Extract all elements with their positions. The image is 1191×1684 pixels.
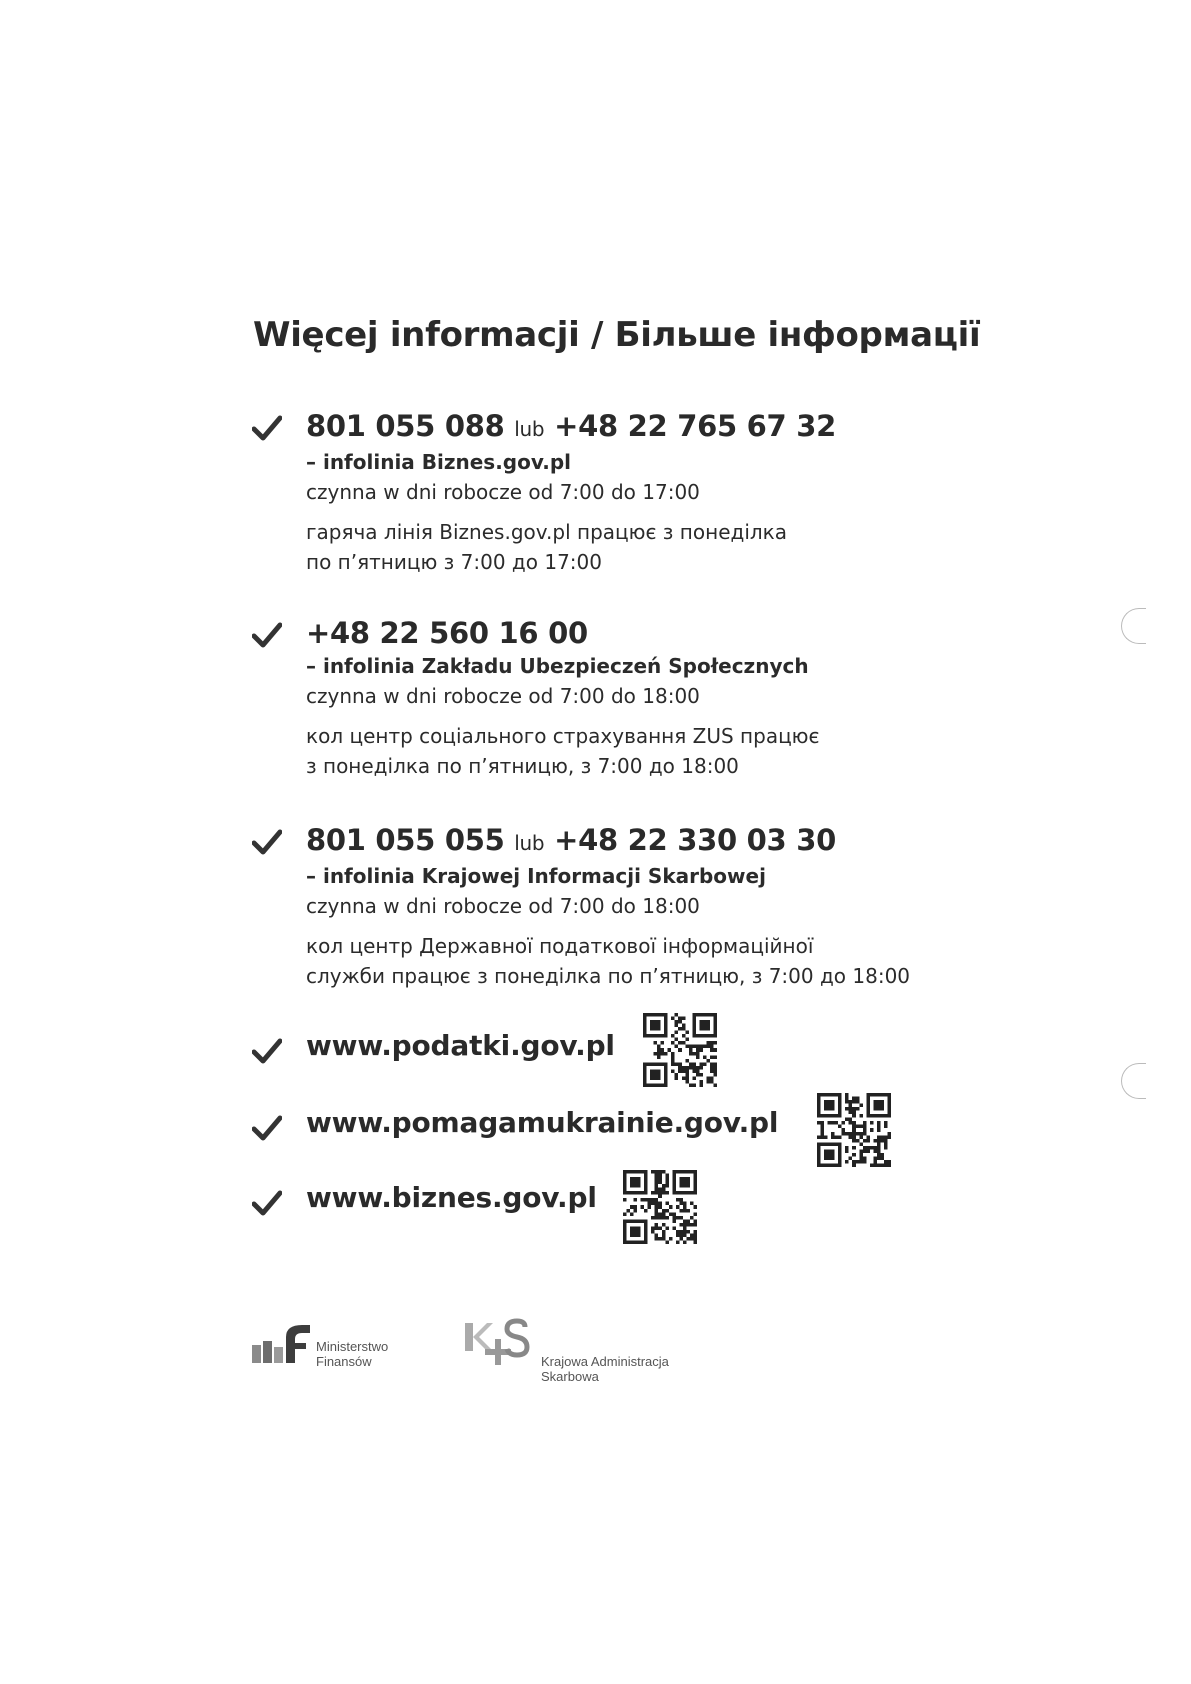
- hours-ua-line1: кол центр соціального страхування ZUS працює: [306, 724, 820, 748]
- qr-code-icon: [643, 1013, 717, 1087]
- hours-pl: czynna w dni robocze od 7:00 do 18:00: [306, 894, 700, 918]
- kas-logo-text: [541, 1354, 669, 1384]
- website-link-podatki[interactable]: www.podatki.gov.pl: [306, 1029, 615, 1062]
- mf-logo-text: [316, 1339, 388, 1369]
- phone-line: [306, 822, 1066, 861]
- phone-line: [306, 408, 1066, 447]
- hours-ua-line1: гаряча лінія Biznes.gov.pl працює з понеділка: [306, 520, 787, 544]
- hotline-name: – infolinia Krajowej Informacji Skarbowej: [306, 864, 766, 888]
- page-title: Więcej informacji / Більше інформації: [253, 315, 981, 355]
- checkmark-icon: [252, 1038, 282, 1064]
- checkmark-icon: [252, 415, 282, 441]
- hours-ua: [306, 517, 1066, 577]
- separator: lub: [514, 831, 545, 855]
- punch-hole: [1121, 608, 1146, 644]
- kas-logo-line2: Skarbowa: [541, 1369, 599, 1384]
- contact-zus: [306, 615, 1066, 781]
- hotline-name: – infolinia Zakładu Ubezpieczeń Społecznych: [306, 654, 809, 678]
- mf-logo-line2: Finansów: [316, 1354, 372, 1369]
- qr-code-icon: [623, 1170, 697, 1244]
- contact-biznes: [306, 408, 1066, 577]
- hours-ua-line2: служби працює з понеділка по п’ятницю, з 7:00 до 18:00: [306, 964, 911, 988]
- kas-logo-icon: [463, 1317, 531, 1371]
- ministry-of-finance-logo-icon: [252, 1323, 312, 1365]
- checkmark-icon: [252, 829, 282, 855]
- checkmark-icon: [252, 622, 282, 648]
- mf-logo-line1: Ministerstwo: [316, 1339, 389, 1354]
- checkmark-icon: [252, 1115, 282, 1141]
- phone-alt[interactable]: +48 22 330 03 30: [554, 823, 836, 857]
- phone-main[interactable]: +48 22 560 16 00: [306, 616, 588, 650]
- phone-line: [306, 615, 1066, 651]
- hours-pl: czynna w dni robocze od 7:00 do 17:00: [306, 480, 700, 504]
- punch-hole: [1121, 1063, 1146, 1099]
- qr-code-icon: [817, 1093, 891, 1167]
- website-link-biznes[interactable]: www.biznes.gov.pl: [306, 1181, 597, 1214]
- hours-ua-line1: кол центр Державної податкової інформаційної: [306, 934, 814, 958]
- phone-alt[interactable]: +48 22 765 67 32: [554, 409, 836, 443]
- kas-logo-line1: Krajowa Administracja: [541, 1354, 669, 1369]
- hours-ua: [306, 721, 1066, 781]
- hours-ua: [306, 931, 1066, 991]
- contact-kis: [306, 822, 1066, 991]
- phone-main[interactable]: 801 055 088: [306, 409, 505, 443]
- separator: lub: [514, 417, 545, 441]
- checkmark-icon: [252, 1190, 282, 1216]
- hours-ua-line2: по п’ятницю з 7:00 до 17:00: [306, 550, 602, 574]
- phone-main[interactable]: 801 055 055: [306, 823, 505, 857]
- website-link-pomagamukrainie[interactable]: www.pomagamukrainie.gov.pl: [306, 1106, 779, 1139]
- hours-ua-line2: з понеділка по п’ятницю, з 7:00 до 18:00: [306, 754, 739, 778]
- hours-pl: czynna w dni robocze od 7:00 do 18:00: [306, 684, 700, 708]
- hotline-name: – infolinia Biznes.gov.pl: [306, 450, 572, 474]
